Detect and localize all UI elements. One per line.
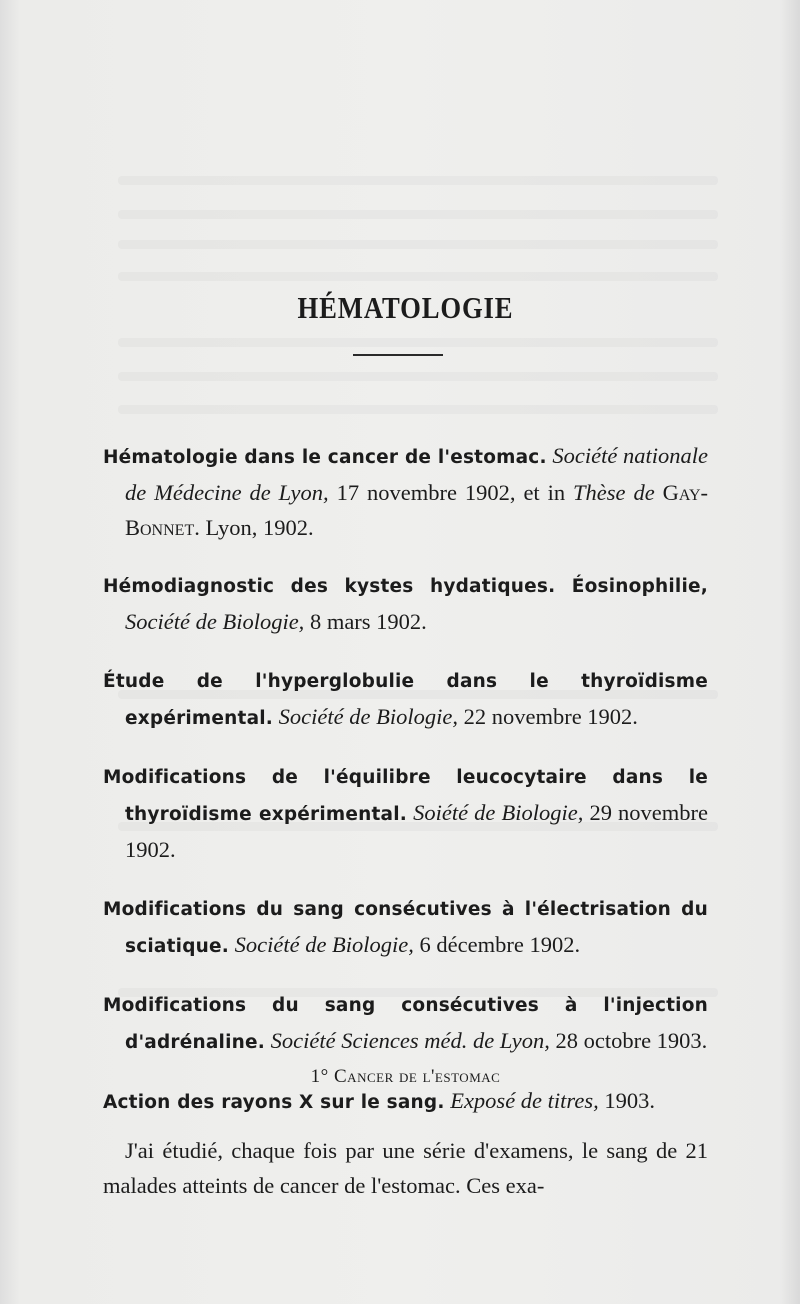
entry-source: Société de Biologie, xyxy=(125,609,305,634)
entry-source: Société de Biologie, xyxy=(234,931,414,957)
bibliography-entry xyxy=(103,662,708,736)
bleed-through xyxy=(118,338,718,347)
bibliography-entry xyxy=(103,438,708,545)
entry-title: Action des rayons X sur le sang. xyxy=(103,1091,445,1113)
section-heading: 1° Cancer de l'estomac xyxy=(310,1066,501,1087)
entry-title: Étude de l'hyperglobulie dans le thyroïdisme expérimental. xyxy=(103,670,708,729)
entry-details: 1903. xyxy=(604,1087,655,1113)
entry-thesis-prefix: Thèse de xyxy=(573,479,655,505)
entry-source: Exposé de titres, xyxy=(450,1087,599,1113)
bibliography-entry xyxy=(103,986,708,1060)
body-paragraph: J'ai étudié, chaque fois par une série d'examens, le sang de 21 malades atteints de cancer de l'estomac. Ces exa- xyxy=(103,1137,708,1198)
page-title: HÉMATOLOGIE xyxy=(297,290,514,325)
bleed-through xyxy=(118,272,718,281)
bibliography-list xyxy=(103,415,708,1137)
bleed-through xyxy=(118,176,718,185)
bleed-through xyxy=(118,210,718,219)
bleed-through xyxy=(118,372,718,381)
title-divider xyxy=(353,354,443,356)
entry-title: Modifications du sang consécutives à l'injection d'adrénaline. xyxy=(103,995,708,1053)
bibliography-entry xyxy=(103,890,708,964)
entry-source: Soiété de Biologie, xyxy=(413,800,584,825)
entry-details: 8 mars 1902. xyxy=(309,609,427,634)
entry-source: Société de Biologie, xyxy=(278,703,458,729)
bibliography-entry xyxy=(103,1083,708,1120)
bleed-through xyxy=(118,240,718,249)
entry-details: 22 novembre 1902. xyxy=(463,703,638,729)
bleed-through xyxy=(118,405,718,414)
bibliography-entry xyxy=(103,758,708,867)
entry-title: Modifications de l'équilibre leucocytaire dans le thyroïdisme expérimental. xyxy=(103,767,708,825)
entry-thesis-suffix: . Lyon, 1902. xyxy=(194,514,314,540)
entry-details: 29 novembre 1902. xyxy=(125,800,708,862)
entry-title: Modifications du sang consécutives à l'électrisation du sciatique. xyxy=(103,898,708,957)
entry-thesis-author: Gay-Bonnet xyxy=(125,479,709,540)
bibliography-entry xyxy=(103,567,708,639)
entry-title: Hémodiagnostic des kystes hydatiques. Éosinophilie, xyxy=(103,576,708,597)
entry-source: Société Sciences méd. de Lyon, xyxy=(270,1028,550,1053)
entry-details: 6 décembre 1902. xyxy=(419,931,581,957)
entry-source: Société nationale de Médecine de Lyon, xyxy=(125,442,709,505)
entry-details: 28 octobre 1903. xyxy=(555,1028,708,1053)
entry-title: Hématologie dans le cancer de l'estomac. xyxy=(103,446,547,468)
entry-details: 17 novembre 1902, et in xyxy=(336,479,566,505)
